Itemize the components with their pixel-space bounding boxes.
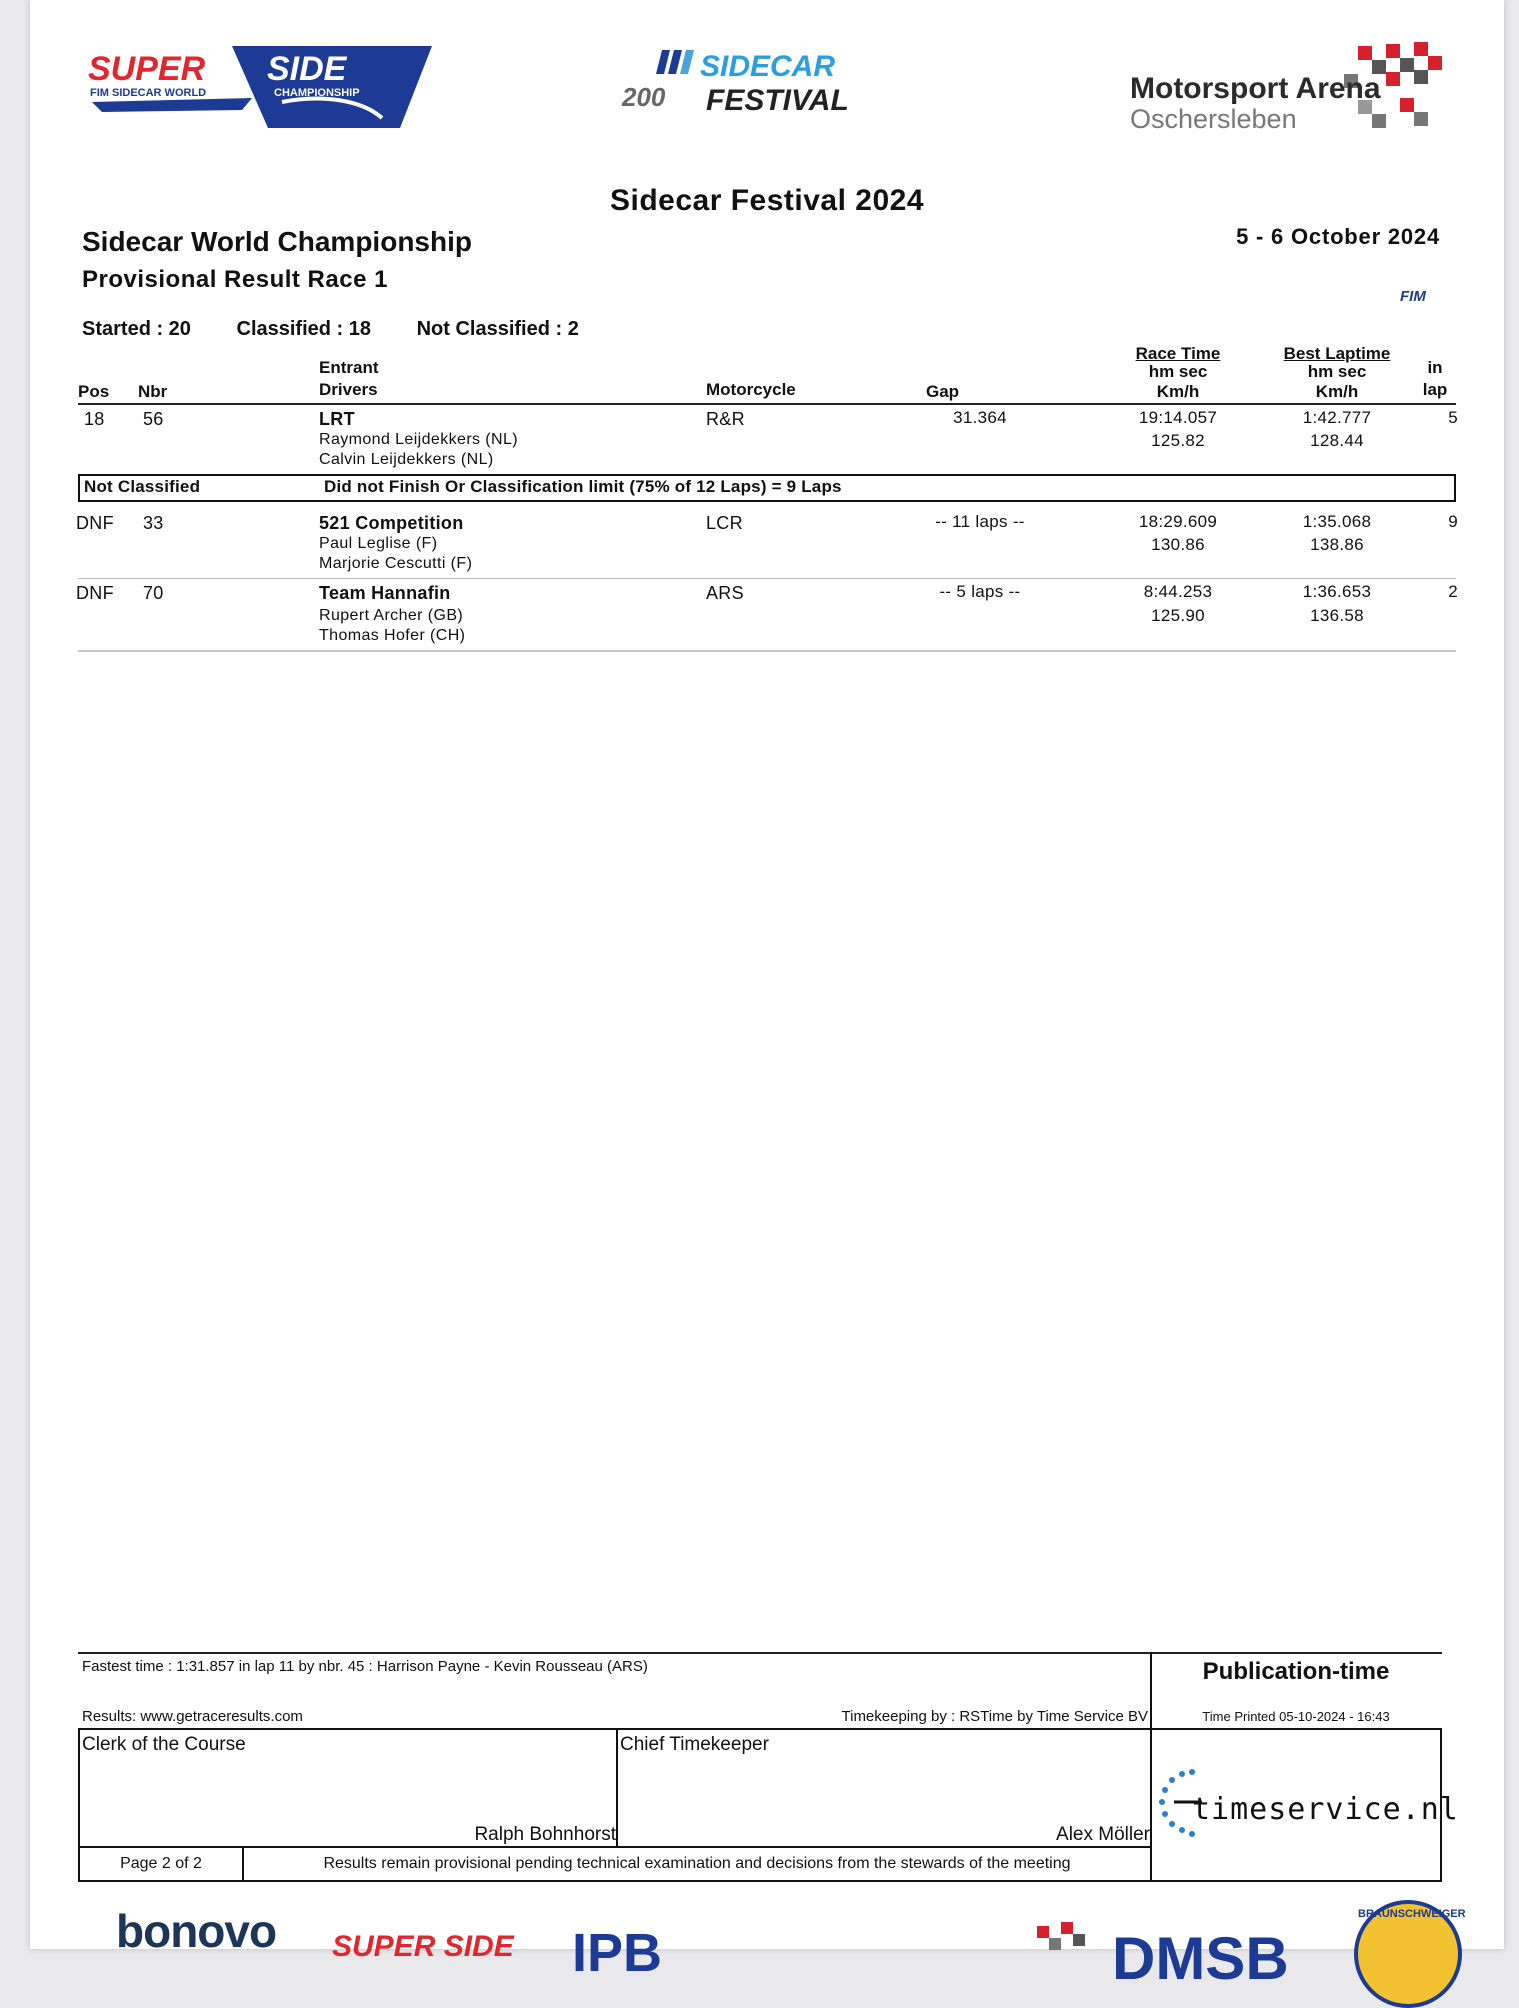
row-in-lap: 5 bbox=[1448, 408, 1458, 427]
col-entrant: Entrant bbox=[319, 358, 379, 377]
chief-name: Alex Möller bbox=[1056, 1824, 1150, 1845]
row-gap: -- 5 laps -- bbox=[939, 582, 1021, 601]
race-stats bbox=[82, 318, 619, 341]
col-race-time: Race Time bbox=[1135, 344, 1221, 363]
row-driver1: Raymond Leijdekkers (NL) bbox=[319, 431, 519, 448]
col-lap: lap bbox=[1422, 380, 1448, 399]
motorsport-arena-logo bbox=[1128, 40, 1458, 140]
col-best-lap-sub: hm sec bbox=[1307, 362, 1367, 381]
timeservice-box bbox=[1150, 1728, 1459, 1882]
started-count: Started : 20 bbox=[82, 318, 191, 340]
fim-icon: FIM bbox=[1400, 288, 1426, 305]
superside-side-text: SIDE bbox=[267, 50, 347, 88]
result-title: Provisional Result Race 1 bbox=[82, 266, 388, 293]
sponsor-bonovo-logo: bonovo bbox=[116, 1905, 277, 1957]
table-end-rule bbox=[78, 650, 1456, 652]
sponsor-superside-logo: SUPER SIDE bbox=[332, 1930, 514, 1963]
row-entrant: 521 Competition bbox=[319, 513, 464, 533]
row-best-kmh: 138.86 bbox=[1310, 535, 1364, 554]
not-classified-count: Not Classified : 2 bbox=[416, 318, 579, 340]
page-number: Page 2 of 2 bbox=[80, 1848, 244, 1880]
col-motorcycle: Motorcycle bbox=[706, 380, 796, 399]
row-motorcycle: ARS bbox=[706, 583, 744, 603]
row-in-lap: 2 bbox=[1448, 582, 1458, 601]
sponsor-strip bbox=[82, 1900, 1466, 1992]
row-driver2: Thomas Hofer (CH) bbox=[319, 627, 466, 644]
row-race-kmh: 125.82 bbox=[1151, 431, 1205, 450]
row-motorcycle: LCR bbox=[706, 513, 743, 533]
row-race-time: 18:29.609 bbox=[1138, 512, 1218, 531]
superside-sub2-text: CHAMPIONSHIP bbox=[274, 87, 360, 99]
clerk-label: Clerk of the Course bbox=[82, 1734, 246, 1755]
row-driver2: Calvin Leijdekkers (NL) bbox=[319, 451, 494, 468]
col-pos: Pos bbox=[78, 382, 110, 401]
col-gap: Gap bbox=[926, 382, 960, 401]
timeservice-logo-text: timeservice.nl bbox=[1192, 1792, 1459, 1827]
results-sheet bbox=[30, 0, 1504, 1992]
sidecar-festival-logo bbox=[622, 48, 922, 116]
superside-super-text: SUPER bbox=[88, 50, 206, 88]
row-nbr: 70 bbox=[143, 583, 164, 603]
row-race-kmh: 125.90 bbox=[1151, 606, 1205, 625]
footer-top-rule bbox=[78, 1652, 1442, 1654]
page-footer-box bbox=[78, 1846, 1152, 1882]
col-best-kmh: Km/h bbox=[1315, 382, 1359, 401]
row-motorcycle: R&R bbox=[706, 409, 745, 429]
col-in: in bbox=[1427, 358, 1443, 377]
sponsor-ipb-logo: IPB bbox=[572, 1923, 663, 1983]
festival-festival-text: FESTIVAL bbox=[706, 84, 849, 117]
arena-sub-text: Oschersleben bbox=[1130, 104, 1297, 134]
clerk-name: Ralph Bohnhorst bbox=[474, 1824, 616, 1845]
provisional-disclaimer: Results remain provisional pending technical examination and decisions from the stewards of the meeting bbox=[323, 1855, 1071, 1872]
festival-title: Sidecar Festival 2024 bbox=[609, 184, 925, 217]
classified-count: Classified : 18 bbox=[236, 318, 372, 340]
row-race-time: 19:14.057 bbox=[1138, 408, 1218, 427]
row-best-lap: 1:35.068 bbox=[1302, 512, 1372, 531]
sponsor-seal-icon bbox=[1354, 1900, 1466, 2008]
row-race-time: 8:44.253 bbox=[1143, 582, 1213, 601]
row-race-kmh: 130.86 bbox=[1151, 535, 1205, 554]
row-gap: -- 11 laps -- bbox=[935, 512, 1025, 531]
row-in-lap: 9 bbox=[1448, 512, 1458, 531]
sponsor-dmsb-logo: DMSB bbox=[1112, 1925, 1289, 1992]
row-best-lap: 1:42.777 bbox=[1302, 408, 1372, 427]
col-race-kmh: Km/h bbox=[1156, 382, 1200, 401]
superside-sub1-text: FIM SIDECAR WORLD bbox=[90, 87, 207, 99]
fastest-time: Fastest time : 1:31.857 in lap 11 by nbr. 45 : Harrison Payne - Kevin Rousseau (ARS) bbox=[82, 1658, 648, 1675]
chief-timekeeper-box bbox=[616, 1728, 1152, 1848]
row-gap: 31.364 bbox=[953, 408, 1007, 427]
col-race-time-sub: hm sec bbox=[1148, 362, 1208, 381]
not-classified-note: Did not Finish Or Classification limit (75% of 12 Laps) = 9 Laps bbox=[324, 477, 842, 496]
publication-time-title: Publication-time bbox=[1202, 1658, 1390, 1685]
clerk-box bbox=[78, 1728, 618, 1848]
row-best-kmh: 128.44 bbox=[1310, 431, 1364, 450]
festival-200-text: 200 bbox=[622, 82, 666, 112]
col-drivers: Drivers bbox=[319, 380, 378, 399]
superside-logo bbox=[82, 40, 432, 134]
timekeeping-info: Timekeeping by : RSTime by Time Service BV bbox=[841, 1708, 1148, 1725]
col-best-lap: Best Laptime bbox=[1283, 344, 1391, 363]
row-entrant: Team Hannafin bbox=[319, 583, 451, 603]
festival-sidecar-text: SIDECAR bbox=[700, 50, 836, 83]
not-classified-label: Not Classified bbox=[84, 477, 201, 496]
row-entrant: LRT bbox=[319, 409, 355, 429]
row-driver1: Paul Leglise (F) bbox=[319, 535, 438, 552]
row-best-kmh: 136.58 bbox=[1310, 606, 1364, 625]
row-pos: 18 bbox=[84, 409, 105, 429]
results-url: Results: www.getraceresults.com bbox=[82, 1708, 303, 1725]
row-best-lap: 1:36.653 bbox=[1302, 582, 1372, 601]
sponsor-checkered-icon bbox=[1027, 1916, 1107, 1956]
row-driver2: Marjorie Cescutti (F) bbox=[319, 555, 473, 572]
row-pos: DNF bbox=[76, 513, 114, 533]
header-rule bbox=[78, 403, 1456, 405]
row-nbr: 33 bbox=[143, 513, 164, 533]
row-driver1: Rupert Archer (GB) bbox=[319, 607, 464, 624]
not-classified-banner bbox=[78, 474, 1456, 502]
row-nbr: 56 bbox=[143, 409, 164, 429]
row-pos: DNF bbox=[76, 583, 114, 603]
sponsor-seal-text: BRAUNSCHWEIGER bbox=[1358, 1908, 1466, 1920]
time-printed: Time Printed 05-10-2024 - 16:43 bbox=[1202, 1709, 1390, 1724]
row-divider bbox=[78, 578, 1456, 579]
chief-label: Chief Timekeeper bbox=[620, 1734, 769, 1755]
championship-title: Sidecar World Championship bbox=[82, 226, 472, 257]
col-nbr: Nbr bbox=[138, 382, 168, 401]
arena-title-text: Motorsport Arena bbox=[1130, 72, 1381, 105]
event-date: 5 - 6 October 2024 bbox=[1236, 224, 1440, 249]
